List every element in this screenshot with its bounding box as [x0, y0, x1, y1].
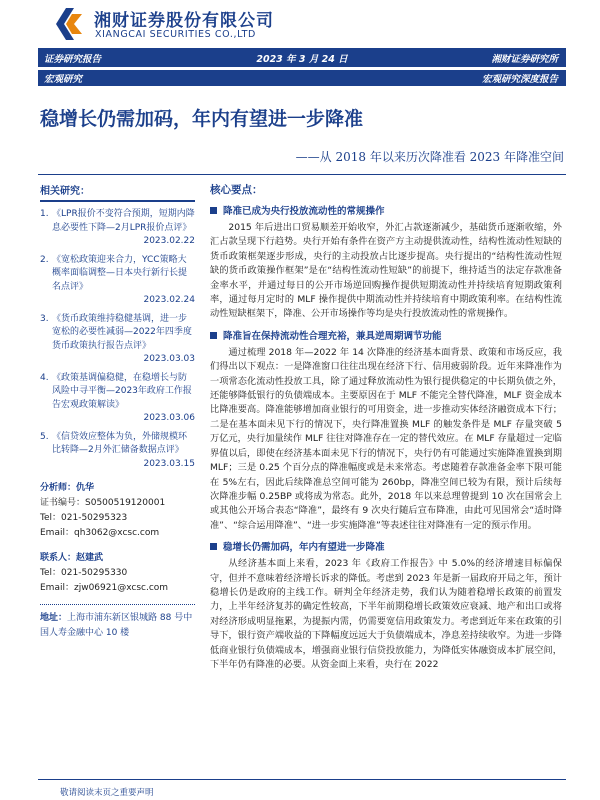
- square-bullet-icon: [210, 332, 217, 339]
- address-text: 上海市浦东新区银城路 88 号中国人寿金融中心 10 楼: [40, 613, 193, 638]
- report-subtitle: ——从 2018 年以来历次降准看 2023 年降准空间: [295, 150, 564, 164]
- related-item[interactable]: 2. 《宽松政策迎来合力，YCC策略大概率面临调整—日本央行新行长提名点评》 2023.02.24: [40, 254, 195, 308]
- related-item-date: 2023.02.22: [143, 236, 195, 246]
- related-item-date: 2023.02.24: [143, 295, 195, 305]
- contact-name: 赵建武: [76, 553, 104, 563]
- report-date: 2023 年 3 月 24 日: [256, 53, 348, 65]
- related-item-text: 《货币政策维持稳健基调，进一步宽松的必要性减弱—2022年四季度货币政策执行报告点评》: [52, 313, 192, 351]
- section-heading: 稳增长仍需加码，年内有望进一步降准: [210, 539, 562, 553]
- core-points-heading: 核心要点：: [210, 184, 263, 196]
- divider-bottom: [38, 779, 566, 780]
- related-research-heading: 相关研究：: [40, 182, 195, 202]
- related-item[interactable]: 5. 《信贷效应整体为负，外储规模环比转降—2月外汇储备数据点评》 2023.03.15: [40, 431, 195, 472]
- related-item-text: 《政策基调偏稳健，在稳增长与防风险中寻平衡—2023年政府工作报告宏观政策解读》: [52, 372, 192, 410]
- institute-name: 湘财证券研究所: [491, 53, 558, 65]
- report-title: 稳增长仍需加码，年内有望进一步降准: [40, 108, 364, 130]
- section-heading: 降准已成为央行投放流动性的常规操作: [210, 203, 562, 217]
- category-right: 宏观研究深度报告: [481, 74, 558, 85]
- section-paragraph: 2015 年后进出口贸易顺差开始收窄，外汇占款逐渐减少，基础货币逐渐收缩，外汇占款呈现下行趋势。央行开始有条件在资产方主动提供流动性，结构性流动性短缺的货币政策框架逐步形成，央行的主动投放占比逐步提高。央行提出的“结构性流动性短缺的货币政策操作框架”是在“结构性流动性短缺”的前提下，维持适当的法定存款准备金率水平，并通过每日的公开市场逆回购操作提供短期流动性并持续培育短期政策利率，通过每月定时的 MLF 操作提供中期流动性并持续培育中期政策利率。在结构性流动性短缺框架下，降准、公开市场操作等均是央行投放流动性的常规操作。: [210, 222, 562, 320]
- analyst-name: 仇华: [76, 483, 95, 493]
- header-band: [38, 48, 566, 67]
- xiangcai-logo-icon: [52, 6, 84, 42]
- related-item-date: 2023.03.15: [143, 458, 195, 469]
- divider-top: [38, 174, 566, 175]
- main-content: [210, 182, 562, 678]
- related-item[interactable]: 3. 《货币政策维持稳健基调，进一步宽松的必要性减弱—2022年四季度货币政策执行报告点评》 2023.03.03: [40, 313, 195, 367]
- related-item-text: 《LPR报价不变符合预期，短期内降息必要性下降—2月LPR报价点评》: [52, 209, 195, 233]
- contact-email[interactable]: zjw06921@xcsc.com: [73, 583, 169, 593]
- related-item-text: 《宽松政策迎来合力，YCC策略大概率面临调整—日本央行新行长提名点评》: [52, 254, 188, 292]
- related-item[interactable]: 1. 《LPR报价不变符合预期，短期内降息必要性下降—2月LPR报价点评》 2023.02.22: [40, 208, 195, 249]
- section-heading: 降准旨在保持流动性合理充裕，兼具逆周期调节功能: [210, 328, 562, 342]
- category-left: 宏观研究: [44, 74, 83, 85]
- sidebar: [40, 182, 195, 641]
- analyst-email[interactable]: qh3062@xcsc.com: [73, 528, 160, 538]
- analyst-cert: S0500519120001: [85, 498, 166, 508]
- related-item-date: 2023.03.06: [143, 413, 195, 423]
- related-item-date: 2023.03.03: [143, 354, 195, 364]
- category-band: [38, 70, 566, 86]
- related-item[interactable]: 4. 《政策基调偏稳健，在稳增长与防风险中寻平衡—2023年政府工作报告宏观政策解读》 2023.03.06: [40, 372, 195, 426]
- square-bullet-icon: [210, 207, 217, 214]
- disclaimer-footer[interactable]: 敬请阅读末页之重要声明: [60, 788, 154, 798]
- section-paragraph: 通过梳理 2018 年—2022 年 14 次降准的经济基本面背景、政策和市场反应，我们得出以下观点：一是降准窗口往往出现在经济下行、信用疲弱阶段。近年来降准作为一项常态化流动性投放工具，除了通过释放流动性为银行提供稳定的中长期负债之外，还能够降低银行的负债端成本。主要原因在于 MLF 不能完全替代降准，MLF 资金成本比降准要高。降准能够增加商业银行的可用资金，进一步推动实体经济融资成本下行；二是在基本面未见下行的情况下，央行降准置换 MLF 的触发条件是 MLF 存量突破 5 万亿元，央行加量续作 MLF 往往对降准存在一定的替代效应。在 MLF 存量超过一定临界值以后，即使在经济基本面未见下行的情况下，央行仍有可能通过实施降准置换到期 MLF；三是 0.25 个百分点的降准幅度或是未来常态。考虑随着存款准备金率下限可能在 5%左右，因此后续降准总空间可能为 260bp，降准空间已较为有限，预计后续每次降准步幅 0.25BP 或将成为常态。此外，2018 年以来总理曾提到 10 次在国常会上或其他公开场合表态“降准”，最终有 9 次央行随后宣布降准，由此可见国常会“适时降准”、“综合运用降准”、“进一步实施降准”等表述往往对降准有一定的预示作用。: [210, 346, 562, 531]
- contact-tel: 021-50295330: [61, 568, 128, 578]
- report-type: 证券研究报告: [44, 53, 102, 65]
- sidebar-divider: [40, 604, 195, 605]
- square-bullet-icon: [210, 543, 217, 550]
- related-item-text: 《信贷效应整体为负，外储规模环比转降—2月外汇储备数据点评》: [52, 431, 188, 455]
- analyst-tel: 021-50295323: [61, 513, 128, 523]
- analyst-info: 分析师：仇华 证书编号：S0500519120001 Tel：021-50295323 Email：qh3062@xcsc.com 联系人：赵建武 Tel：021-50295330 Email：zjw06921@xcsc.com 地址：上海市浦东新区银城路 88 号中国人寿金融中心 10 楼: [40, 481, 195, 641]
- brand-name-en: XIANGCAI SECURITIES CO.,LTD: [95, 29, 256, 40]
- section-paragraph: 从经济基本面上来看，2023 年《政府工作报告》中 5.0%的经济增速目标偏保守，但并不意味着经济增长诉求的降低。考虑到 2023 年是新一届政府开局之年，预计稳增长仍是政府的主线工作。研判全年经济走势，我们认为随着稳增长政策的前置发力，上半年经济复苏的确定性较高，下半年前期稳增长政策效应衰减、地产和出口或将对经济形成明显拖累，为提振内需，仍需要宽信用政策发力。考虑到近年来在政策的引导下，银行资产端收益的下降幅度远远大于负债端成本，净息差持续收窄。为进一步降低商业银行负债端成本，增强商业银行信贷投放能力，为降低实体融资成本扩展空间，下半年仍有降准的必要。从资金面上来看，央行在 2022: [210, 558, 562, 670]
- brand-name-cn: 湘财证券股份有限公司: [94, 11, 274, 31]
